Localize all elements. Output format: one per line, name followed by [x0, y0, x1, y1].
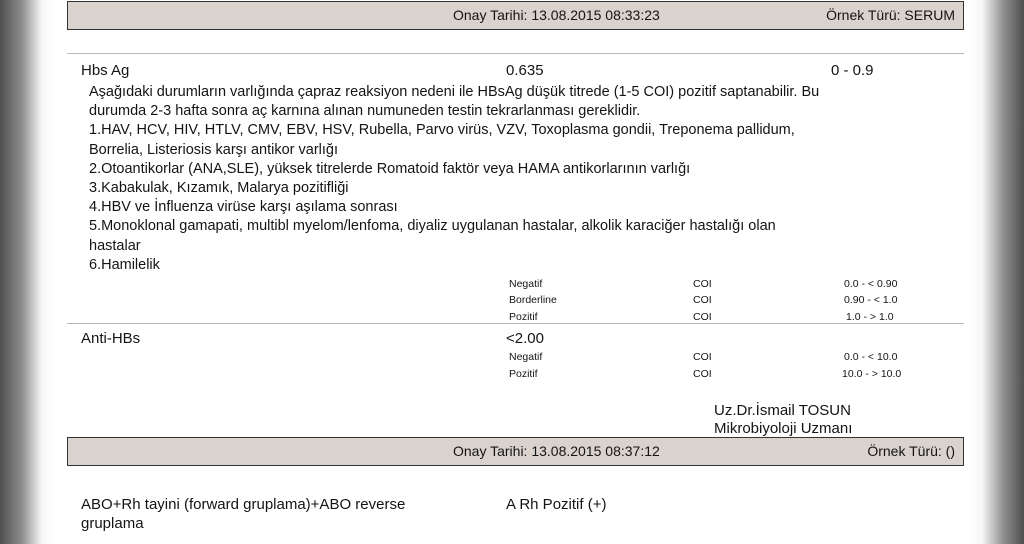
- approval-header-2: [67, 437, 964, 466]
- approval-date: Onay Tarihi: 13.08.2015 08:33:23: [453, 7, 660, 23]
- approval-date: Onay Tarihi: 13.08.2015 08:37:12: [453, 443, 660, 459]
- ref-label: Negatif: [509, 351, 543, 363]
- test-value-hbsag: 0.635: [506, 62, 544, 79]
- test-name-abo-line1: ABO+Rh tayini (forward gruplama)+ABO reverse: [81, 496, 406, 513]
- comment-line: 2.Otoantikorlar (ANA,SLE), yüksek titrelerde Romatoid faktör veya HAMA antikorlarının varlığı: [89, 160, 691, 177]
- test-name-hbsag: Hbs Ag: [81, 62, 130, 79]
- comment-line: 6.Hamilelik: [89, 256, 160, 273]
- test-value-antihbs: <2.00: [506, 330, 544, 347]
- divider: [67, 323, 964, 324]
- signature-name: Uz.Dr.İsmail TOSUN: [714, 402, 851, 419]
- comment-line: Aşağıdaki durumların varlığında çapraz reaksiyon nedeni ile HBsAg düşük titrede (1-5 COI) pozitif saptanabilir. Bu: [89, 84, 820, 100]
- ref-label: Pozitif: [509, 368, 538, 380]
- ref-unit: COI: [693, 368, 712, 380]
- ref-label: Negatif: [509, 278, 543, 290]
- ref-range: 0.90 - < 1.0: [844, 294, 898, 306]
- ref-range: 10.0 - > 10.0: [842, 368, 902, 380]
- ref-unit: COI: [693, 278, 712, 290]
- signature-title: Mikrobiyoloji Uzmanı: [714, 420, 853, 437]
- ref-label: Pozitif: [509, 311, 538, 323]
- reference-range-hbsag: 0 - 0.9: [831, 62, 874, 79]
- ref-range: 0.0 - < 0.90: [844, 278, 898, 290]
- test-value-abo: A Rh Pozitif (+): [506, 496, 607, 513]
- test-name-antihbs: Anti-HBs: [81, 330, 141, 347]
- comment-line: 3.Kabakulak, Kızamık, Malarya pozitifliği: [89, 180, 349, 197]
- ref-range: 1.0 - > 1.0: [846, 311, 894, 323]
- ref-unit: COI: [693, 351, 712, 363]
- comment-line: 5.Monoklonal gamapati, multibl myelom/lenfoma, diyaliz uygulanan hastalar, alkolik karaciğer hastalığı olan: [89, 218, 776, 235]
- divider: [67, 53, 964, 54]
- comment-line: hastalar: [89, 237, 141, 254]
- sample-type: Örnek Türü: SERUM: [826, 7, 955, 23]
- comment-line: 1.HAV, HCV, HIV, HTLV, CMV, EBV, HSV, Rubella, Parvo virüs, VZV, Toxoplasma gondii, Treponema pallidum,: [89, 122, 795, 139]
- comment-line: durumda 2-3 hafta sonra aç karnına alınan numuneden testin tekrarlanması gereklidir.: [89, 103, 641, 120]
- ref-unit: COI: [693, 311, 712, 323]
- comment-line: 4.HBV ve İnfluenza virüse karşı aşılama sonrası: [89, 199, 398, 216]
- ref-range: 0.0 - < 10.0: [844, 351, 898, 363]
- ref-label: Borderline: [509, 294, 557, 306]
- hbsag-comment: [89, 83, 959, 275]
- comment-line: Borrelia, Listeriosis karşı antikor varlığı: [89, 141, 338, 158]
- test-name-abo-line2: gruplama: [81, 515, 144, 532]
- sample-type: Örnek Türü: (): [867, 443, 955, 459]
- approval-header-1: [67, 1, 964, 30]
- ref-unit: COI: [693, 294, 712, 306]
